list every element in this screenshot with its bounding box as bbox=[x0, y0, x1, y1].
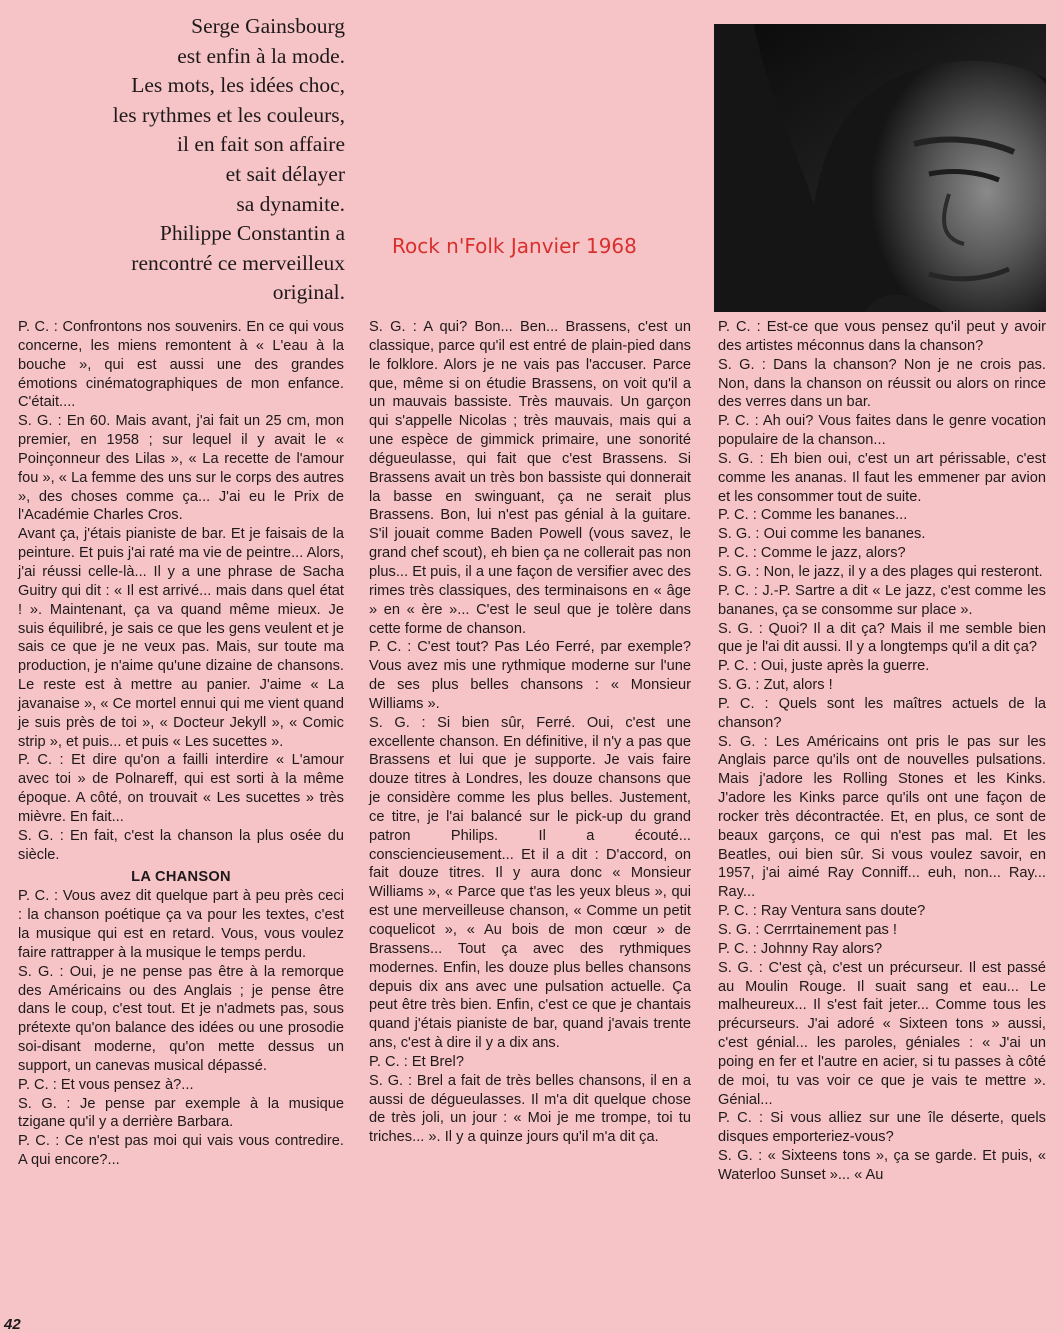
paragraph: P. C. : Confrontons nos souvenirs. En ce qui vous concerne, les miens remontent à « L'eau à la bouche », qui est aussi une des grandes émotions cinématographiques de mon enfance. C'était.... bbox=[18, 319, 344, 411]
paragraph: S. G. : En 60. Mais avant, j'ai fait un 25 cm, mon premier, en 1958 ; sur lequel il y avait le « Poinçonneur des Lilas », « La recette de l'amour fou », « La femme des uns sur le corps des autres », des choses comme ça... J'ai eu le Prix de l'Académie Charles Cros. bbox=[18, 413, 344, 524]
paragraph: S. G. : Les Américains ont pris le pas sur les Anglais parce qu'ils ont de nouvelles pulsations. Mais j'adore les Rolling Stones et les Kinks. J'adore les Kinks parce qu'ils ont une façon de rocker très décontractée. Et, en plus, ce sont de beaux garçons, ce qui n'est pas mal. Et les Beatles, oui bien sûr. Si vous voulez savoir, en 1957, j'ai aimé Ray Conniff... euh, non... Ray... Ray... bbox=[718, 733, 1046, 901]
paragraph: P. C. : Ray Ventura sans doute? bbox=[718, 903, 926, 920]
article-column-2 bbox=[369, 318, 691, 1147]
paragraph: S. G. : Quoi? Il a dit ça? Mais il me semble bien que je l'ai dit aussi. Il y a longtemps qu'il a dit ça? bbox=[718, 620, 1046, 656]
paragraph: P. C. : Vous avez dit quelque part à peu près ceci : la chanson poétique ça va pour les textes, c'est la musique qui est en retard. Vous, vous voulez faire rattrapper à la musique le temps perdu. bbox=[18, 888, 344, 961]
intro-standfirst bbox=[30, 12, 345, 308]
paragraph: S. G. : Oui, je ne pense pas être à la remorque des Américains ou des Anglais ; je pense être dans le coup, c'est tout. Et je n'admets pas, sous prétexte qu'on balance des idées ou une prosodie soi-disant moderne, qu'on mette dessus un support, un canevas musical dépassé. bbox=[18, 963, 344, 1074]
portrait-image bbox=[714, 24, 1046, 312]
paragraph: S. G. : A qui? Bon... Ben... Brassens, c'est un classique, parce qu'il est entré de plain-pied dans le folklore. Alors je ne vais pas l'accuser. Parce que, même si on étudie Brassens, on voit qu'il a un mauvais bassiste. Très mauvais. Un garçon qui s'appelle Nicolas ; très mauvais, mais qui a une espèce de gimmick primaire, une sonorité dégueulasse, qui fait que c'est Brassens. Si Brassens avait un très bon bassiste qui donnerait la basse en swinguant, ça ne serait plus Brassens. Bon, lui n'est pas génial à la guitare. S'il jouait comme Baden Powell (vous savez, le grand chef scout), eh bien ça ne collerait pas non plus... Et puis, il a une façon de versifier avec des rimes très classiques, des terminaisons en « âge » en « ère »... C'est le seul que je tolère dans cette forme de chanson. bbox=[369, 319, 691, 637]
paragraph: S. G. : Brel a fait de très belles chansons, il en a aussi de dégueulasses. Il m'a dit quelque chose de très joli, un jour : « Moi je me trompe, toi tu triches... ». Il y a quinze jours qu'il m'a dit ça. bbox=[369, 1072, 691, 1146]
paragraph: P. C. : Oui, juste après la guerre. bbox=[718, 658, 930, 675]
section-heading: LA CHANSON bbox=[131, 869, 231, 886]
paragraph: P. C. : Johnny Ray alors? bbox=[718, 940, 883, 957]
paragraph: S. G. : En fait, c'est la chanson la plus osée du siècle. bbox=[18, 827, 344, 863]
source-watermark: Rock n'Folk Janvier 1968 bbox=[392, 234, 637, 258]
paragraph: S. G. : « Sixteens tons », ça se garde. Et puis, « Waterloo Sunset »... « Au bbox=[718, 1148, 1046, 1183]
paragraph: S. G. : Si bien sûr, Ferré. Oui, c'est une excellente chanson. En définitive, il n'y a pas que Brassens et lui que je supporte. Je vais faire douze titres à Londres, les douze chansons que je considère comme les plus belles. Justement, ce titre, je l'ai balancé sur le pick-up du grand patron Philips. Il a écouté... consciencieusement... Et il a dit : D'accord, on fait douze titres. Il y aura donc « Monsieur Williams », « Parce que t'as les yeux bleus », qui est une merveilleuse chanson, « Comme un petit coquelicot », « Au bois de mon cœur » de Brassens... Tout ça avec des rythmiques modernes. Enfin, les douze plus belles chansons depuis dix ans avec une pulsation actuelle. Ça peut être très bien. Enfin, c'est ce que je chantais quand j'étais pianiste de bar, quand j'avais trente ans, c'est à dire il y a dix ans. bbox=[369, 714, 691, 1052]
intro-line: les rythmes et les couleurs, bbox=[112, 102, 345, 127]
paragraph: S. G. : Oui comme les bananes. bbox=[718, 526, 926, 543]
paragraph: P. C. : C'est tout? Pas Léo Ferré, par exemple? Vous avez mis une rythmique moderne sur l'une de ses plus belles chansons : « Monsieur Williams ». bbox=[369, 639, 691, 712]
paragraph: S. G. : Eh bien oui, c'est un art périssable, c'est comme les ananas. Il faut les emmener par avion et les consommer tout de suite. bbox=[718, 450, 1046, 505]
paragraph: P. C. : Et vous pensez à?... bbox=[18, 1076, 194, 1093]
intro-line: Serge Gainsbourg bbox=[191, 14, 345, 38]
paragraph: P. C. : Et Brel? bbox=[369, 1053, 464, 1070]
paragraph: S. G. : Cerrrtainement pas ! bbox=[718, 922, 897, 938]
article-column-3 bbox=[718, 318, 1046, 1185]
intro-line: Philippe Constantin a bbox=[159, 221, 345, 246]
paragraph: P. C. : Est-ce que vous pensez qu'il peut y avoir des artistes méconnus dans la chanson? bbox=[718, 319, 1046, 354]
intro-line: il en fait son affaire bbox=[177, 132, 345, 157]
paragraph: S. G. : C'est çà, c'est un précurseur. Il est passé au Moulin Rouge. Il suait sang et eau... Le malheureux... Il s'est fait jeter... Comme tous les précurseurs. J'ai adoré « Sixteen tons » aussi, c'est génial... les paroles, géniales : « J'ai un poing en fer et l'autre en acier, si tu passes à côté de moi, tu vas voir ce que je vais te mettre ». Génial... bbox=[718, 959, 1046, 1108]
paragraph: S. G. : Je pense par exemple à la musique tzigane qu'il y a derrière Barbara. bbox=[18, 1095, 344, 1131]
article-column-1 bbox=[18, 318, 344, 1170]
intro-line: sa dynamite. bbox=[236, 191, 345, 216]
paragraph: S. G. : Dans la chanson? Non je ne crois pas. Non, dans la chanson on réussit ou alors on rince des verres dans un bar. bbox=[718, 356, 1046, 411]
intro-line: rencontré ce merveilleux bbox=[131, 250, 345, 275]
intro-line: et sait délayer bbox=[225, 161, 345, 186]
paragraph: P. C. : Comme le jazz, alors? bbox=[718, 545, 906, 562]
paragraph: P. C. : Ah oui? Vous faites dans le genre vocation populaire de la chanson... bbox=[718, 413, 1046, 449]
portrait-photo bbox=[714, 24, 1046, 312]
paragraph: P. C. : Si vous alliez sur une île déserte, quels disques emporteriez-vous? bbox=[718, 1110, 1046, 1146]
paragraph: P. C. : Quels sont les maîtres actuels de la chanson? bbox=[718, 695, 1046, 731]
intro-line: est enfin à la mode. bbox=[177, 43, 345, 68]
intro-line: Les mots, les idées choc, bbox=[131, 73, 345, 98]
paragraph: S. G. : Zut, alors ! bbox=[718, 677, 833, 694]
paragraph: S. G. : Non, le jazz, il y a des plages qui resteront. bbox=[718, 563, 1043, 580]
page-number: 42 bbox=[4, 1316, 21, 1333]
paragraph: P. C. : Comme les bananes... bbox=[718, 507, 908, 524]
paragraph: P. C. : Et dire qu'on a failli interdire « L'amour avec toi » de Polnareff, qui est sorti à la même époque. A côté, on trouvait « Les sucettes » très mièvre. En fait... bbox=[18, 752, 344, 825]
paragraph: P. C. : Ce n'est pas moi qui vais vous contredire. A qui encore?... bbox=[18, 1133, 344, 1169]
paragraph: Avant ça, j'étais pianiste de bar. Et je faisais de la peinture. Et puis j'ai raté ma vie de peintre... Alors, j'ai réussi celle-là... Il y a une phrase de Sacha Guitry qui dit : « Il est arrivé... mais dans quel état ! ». Maintenant, ça va quand même mieux. Je suis équilibré, je sais ce que les gens veulent et je sais ce que je ne veux pas. Mais, sur toute ma production, je n'aime qu'une dizaine de chansons. Le reste est à mettre au panier. J'aime « La javanaise », « Ce mortel ennui qui me vient quand je suis près de toi », « Docteur Jekyll », « Comic strip », et puis... et puis « Les sucettes ». bbox=[18, 526, 344, 750]
intro-line: original. bbox=[272, 280, 345, 305]
paragraph: P. C. : J.-P. Sartre a dit « Le jazz, c'est comme les bananes, ça se consomme sur place ». bbox=[718, 582, 1046, 618]
